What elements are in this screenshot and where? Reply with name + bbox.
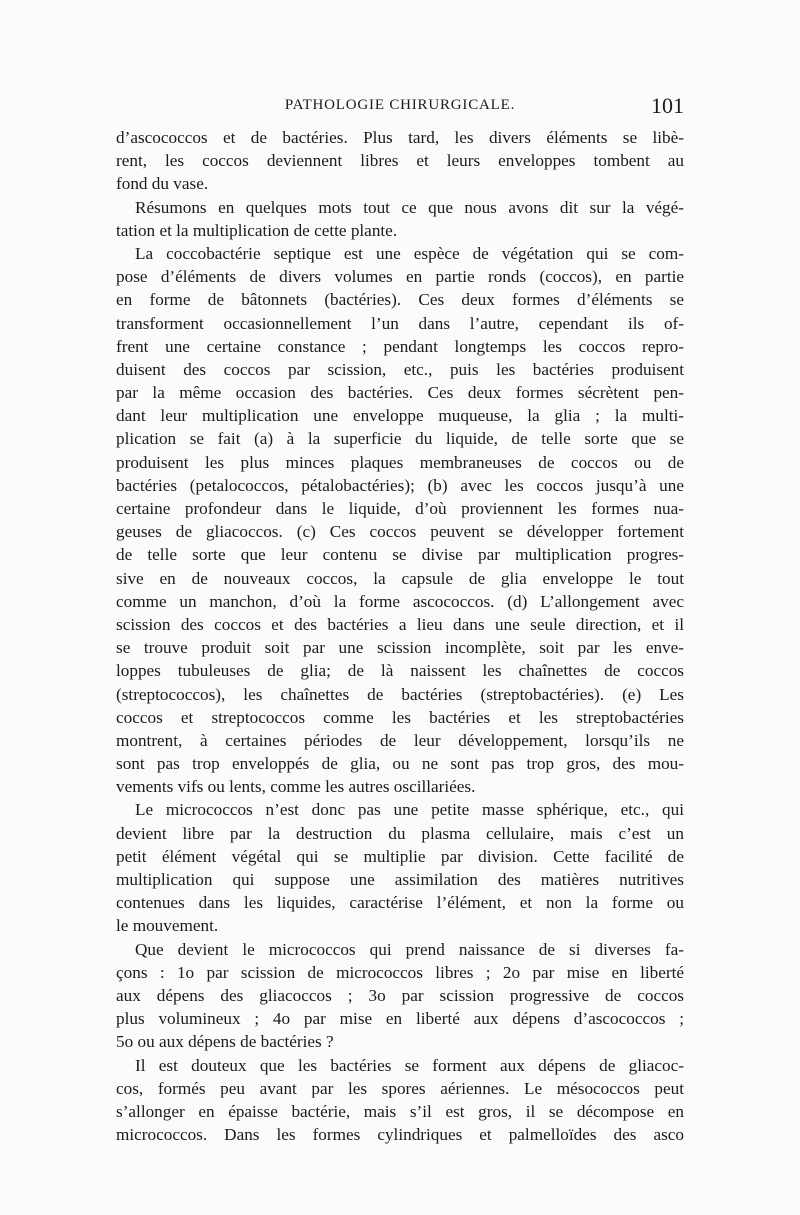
text-line: sive en de nouveaux coccos, la capsule de glia enveloppe le tout <box>116 568 684 588</box>
text-line: tation et la multiplication de cette plante. <box>116 220 398 240</box>
text-line: le mouvement. <box>116 916 219 936</box>
text-line: 5o ou aux dépens de bactéries ? <box>116 1032 334 1052</box>
text-line: Résumons en quelques mots tout ce que nous avons dit sur la végé- <box>135 197 684 217</box>
text-line: vements vifs ou lents, comme les autres oscillariées. <box>116 777 476 797</box>
body-text <box>116 126 684 1146</box>
text-line: rent, les coccos deviennent libres et leurs enveloppes tombent au <box>116 151 684 171</box>
text-line: loppes tubuleuses de glia; de là naissent les chaînettes de coccos <box>116 661 684 681</box>
page-number: 101 <box>651 93 684 118</box>
text-line: transforment occasionnellement l’un dans l’autre, cependant ils of- <box>116 313 684 333</box>
text-line: La coccobactérie septique est une espèce de végétation qui se com- <box>135 243 684 263</box>
text-line: devient libre par la destruction du plasma cellulaire, mais c’est un <box>116 823 684 843</box>
text-line: certaine profondeur dans le liquide, d’où proviennent les formes nua- <box>116 499 684 518</box>
running-title: PATHOLOGIE CHIRURGICALE. <box>284 97 516 113</box>
text-line: fond du vase. <box>116 174 209 194</box>
text-line: duisent des coccos par scission, etc., puis les bactéries produisent <box>116 359 684 379</box>
text-line: petit élément végétal qui se multiplie par division. Cette facilité de <box>116 846 684 866</box>
text-line: se trouve produit soit par une scission incomplète, soit par les enve- <box>116 638 684 658</box>
text-line: (streptococcos), les chaînettes de bactéries (streptobactéries). (e) Les <box>116 684 684 704</box>
text-line: sont pas trop enveloppés de glia, ou ne sont pas trop gros, des mou- <box>116 754 684 774</box>
text-line: geuses de gliacoccos. (c) Ces coccos peuvent se développer fortement <box>116 522 684 542</box>
text-line: multiplication qui suppose une assimilation des matières nutritives <box>116 870 684 889</box>
text-line: produisent les plus minces plaques membraneuses de coccos ou de <box>116 452 684 472</box>
text-line: par la même occasion des bactéries. Ces deux formes sécrètent pen- <box>116 383 684 403</box>
text-line: plus volumineux ; 4o par mise en liberté aux dépens d’ascococcos ; <box>116 1009 684 1029</box>
text-line: montrent, à certaines périodes de leur développement, lorsqu’ils ne <box>116 730 684 750</box>
page-header <box>116 94 684 118</box>
text-line: en forme de bâtonnets (bactéries). Ces deux formes d’éléments se <box>116 290 684 310</box>
text-line: s’allonger en épaisse bactérie, mais s’il est gros, il se décompose en <box>116 1101 684 1121</box>
text-line: plication se fait (a) à la superficie du liquide, de telle sorte que se <box>116 429 684 449</box>
text-line: d’ascococcos et de bactéries. Plus tard, les divers éléments se libè- <box>116 128 684 147</box>
text-line: contenues dans les liquides, caractérise l’élément, et non la forme ou <box>116 893 684 913</box>
text-line: micrococcos. Dans les formes cylindriques et palmelloïdes des asco <box>116 1125 684 1145</box>
text-line: bactéries (petalococcos, pétalobactéries); (b) avec les coccos jusqu’à une <box>116 475 684 495</box>
text-line: cos, formés peu avant par les spores aériennes. Le mésococcos peut <box>116 1078 684 1098</box>
text-line: Le micrococcos n’est donc pas une petite masse sphérique, etc., qui <box>135 800 684 820</box>
text-line: coccos et streptococcos comme les bactéries et les streptobactéries <box>116 707 684 727</box>
text-line: çons : 1o par scission de micrococcos libres ; 2o par mise en liberté <box>116 962 684 982</box>
text-line: comme un manchon, d’où la forme ascococcos. (d) L’allongement avec <box>116 591 684 611</box>
text-line: Il est douteux que les bactéries se forment aux dépens de gliacoc- <box>135 1055 684 1075</box>
text-line: Que devient le micrococcos qui prend naissance de si diverses fa- <box>135 939 684 959</box>
text-line: aux dépens des gliacoccos ; 3o par scission progressive de coccos <box>116 985 684 1005</box>
text-line: de telle sorte que leur contenu se divise par multiplication progres- <box>116 545 684 565</box>
text-line: dant leur multiplication une enveloppe muqueuse, la glia ; la multi- <box>116 406 684 426</box>
text-line: scission des coccos et des bactéries a lieu dans une seule direction, et il <box>116 614 684 634</box>
text-line: pose d’éléments de divers volumes en partie ronds (coccos), en partie <box>116 267 684 287</box>
text-line: frent une certaine constance ; pendant longtemps les coccos repro- <box>116 336 684 356</box>
